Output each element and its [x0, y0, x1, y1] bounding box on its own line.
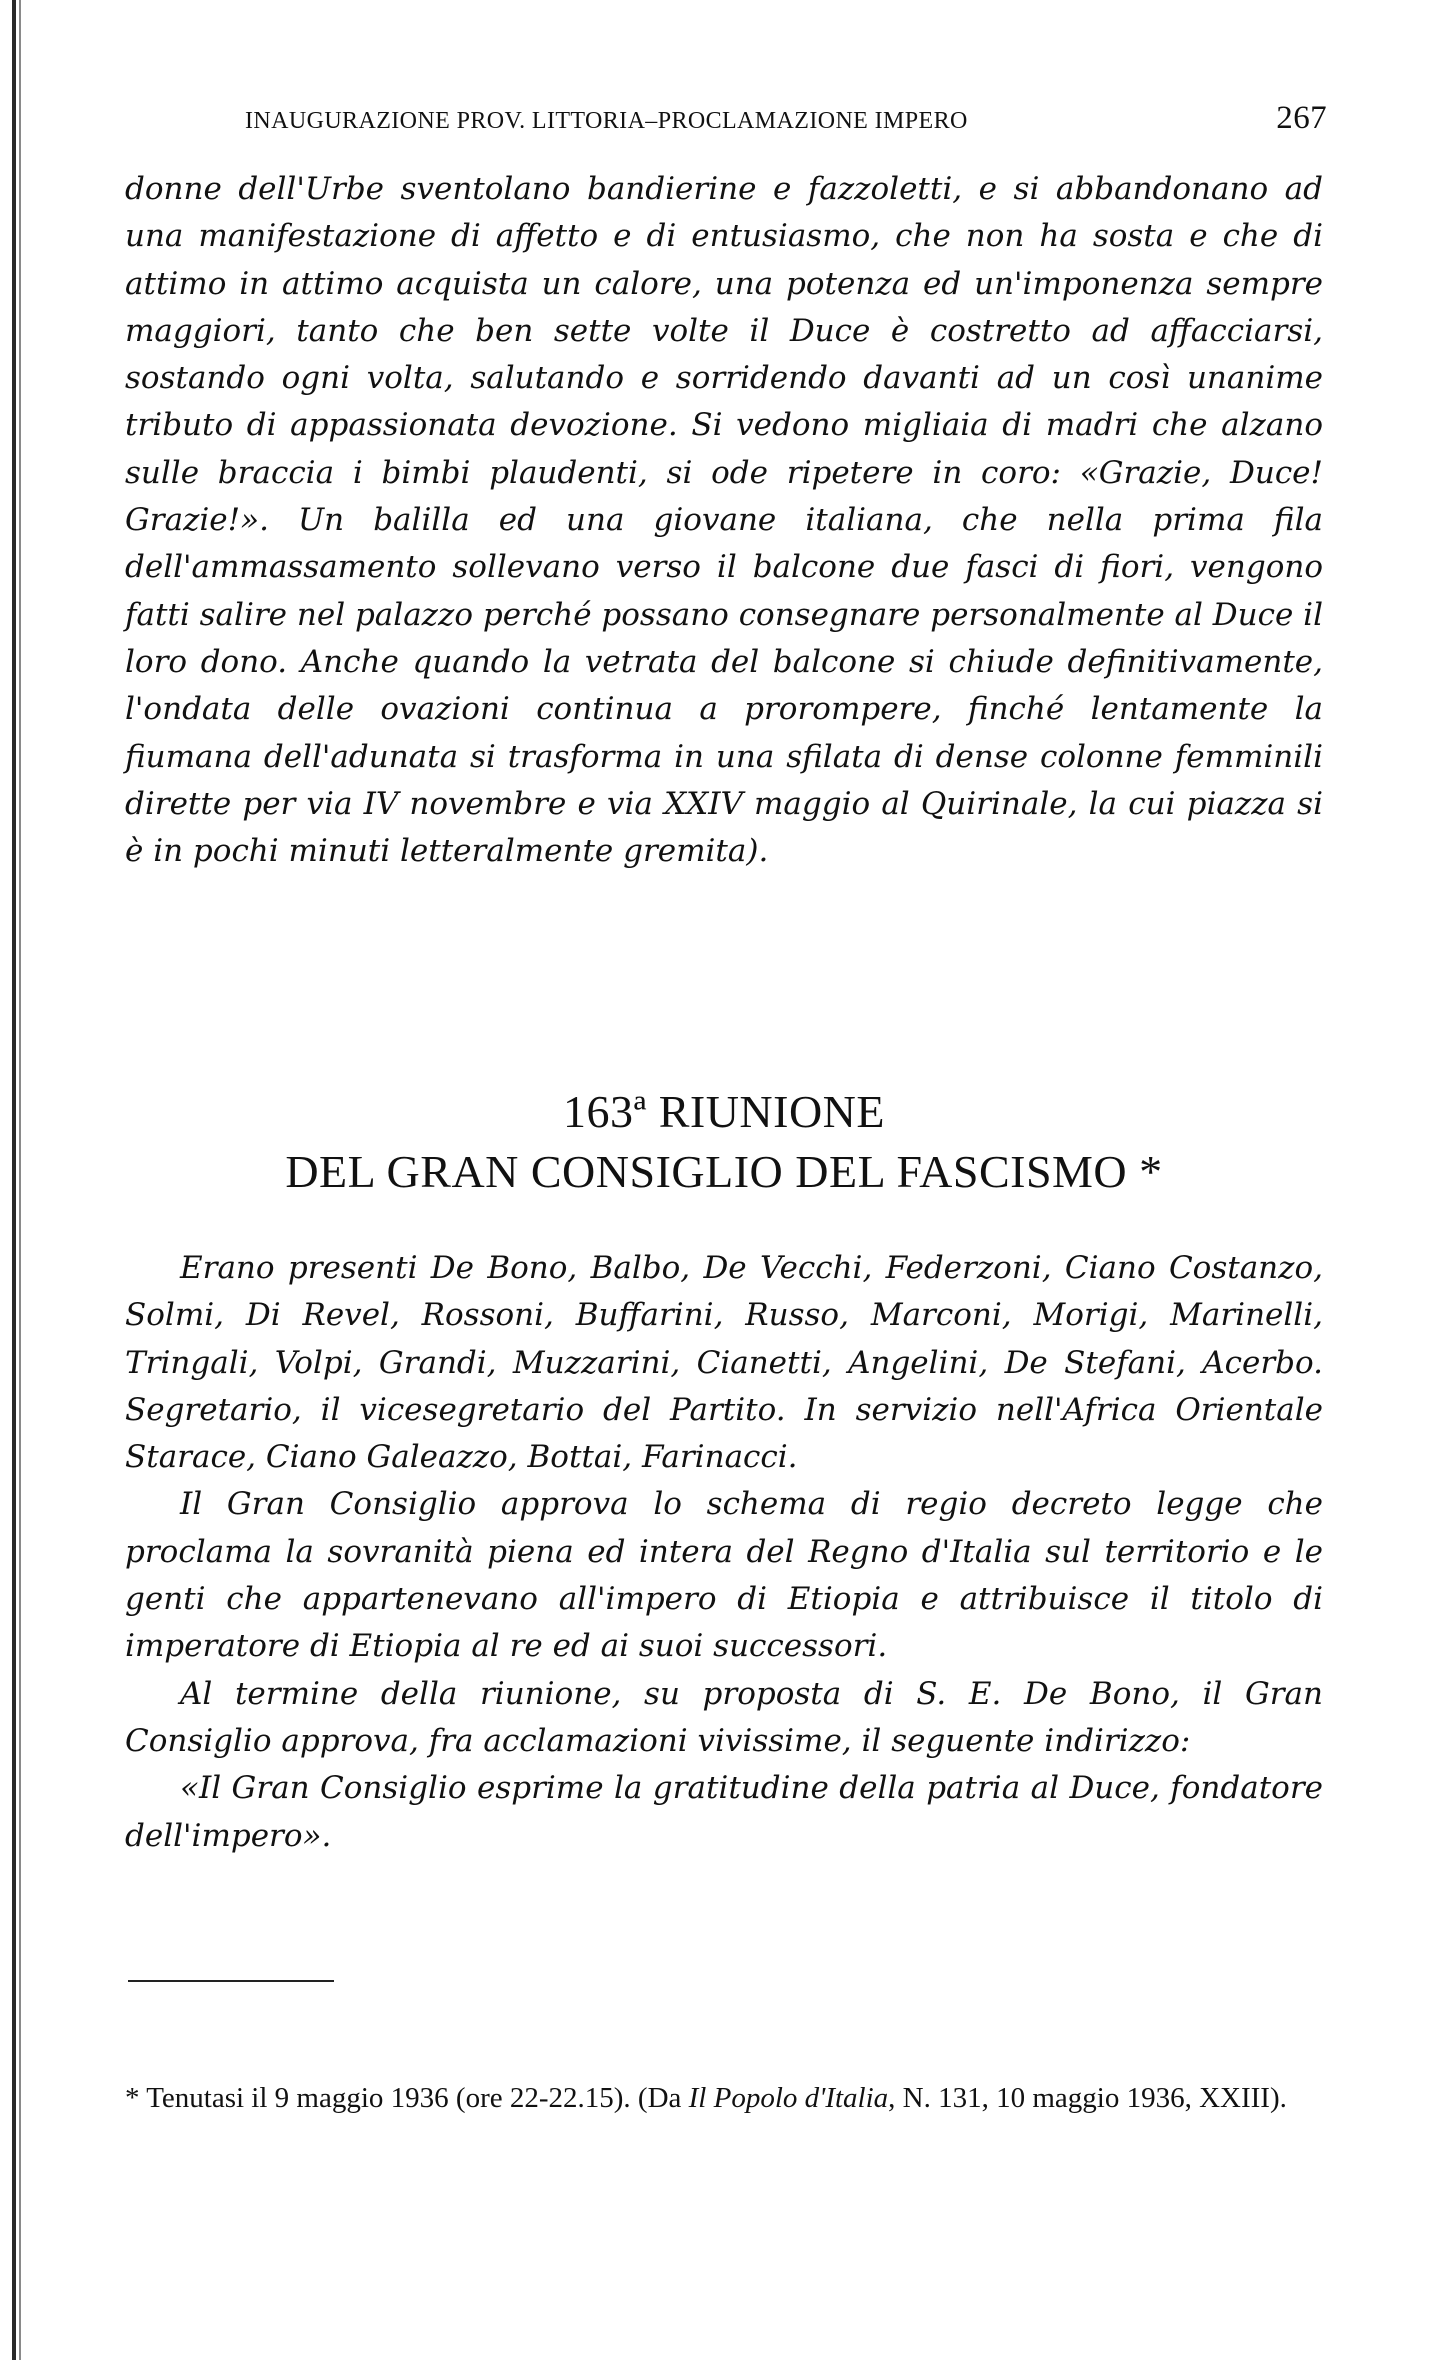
continued-text: donne dell'Urbe sventolano bandierine e fazzoletti, e si abbandonano ad una manifestazione di affetto e di entusiasmo, che non ha sosta e che di attimo in attimo acquista un calore, una potenza ed un'imponenza sempre maggiori, tanto che ben sette volte il Duce è costretto ad affacciarsi, sostando ogni volta, salutando e sorridendo davanti ad un così unanime tributo di appassionata devozione. Si vedono migliaia di madri che alzano sulle braccia i bimbi plaudenti, si ode ripetere in coro: «Grazie, Duce! Grazie!». Un balilla ed una giovane italiana, che nella prima fila dell'ammassamento sollevano verso il balcone due fasci di fiori, vengono fatti salire nel palazzo perché possano consegnare personalmente al Duce il loro dono. Anche quando la vetrata del balcone si chiude definitivamente, l'ondata delle ovazioni continua a prorompere, finché lentamente la fiumana dell'adunata si trasforma in una sfilata di dense colonne femminili dirette per via IV novembre e via XXIV maggio al Quirinale, la cui piazza si è in pochi minuti letteralmente gremita).: [125, 171, 1324, 870]
section-heading: [125, 1082, 1323, 1202]
running-head-title: INAUGURAZIONE PROV. LITTORIA–PROCLAMAZIONE IMPERO: [245, 108, 968, 134]
binding-edge: [12, 0, 16, 2360]
section-body: [125, 1245, 1323, 1860]
page-number: 267: [1276, 100, 1327, 136]
proposal-paragraph: Al termine della riunione, su proposta di S. E. De Bono, il Gran Consiglio approva, fra acclamazioni vivissime, il seguente indirizzo:: [125, 1675, 1323, 1759]
address-quote: «Il Gran Consiglio esprime la gratitudine della patria al Duce, fondatore dell'impero».: [125, 1770, 1323, 1854]
binding-edge-shadow: [19, 0, 21, 2360]
continued-paragraph: [125, 166, 1323, 875]
section-title-line-2: DEL GRAN CONSIGLIO DEL FASCISMO *: [285, 1146, 1163, 1197]
attendees-paragraph: Erano presenti De Bono, Balbo, De Vecchi, Federzoni, Ciano Costanzo, Solmi, Di Revel, Rossoni, Buffarini, Russo, Marconi, Morigi, Marinelli, Tringali, Volpi, Grandi, Muzzarini, Cianetti, Angelini, De Stefani, Acerbo. Segretario, il vicesegretario del Partito. In servizio nell'Africa Orientale Starace, Ciano Galeazzo, Bottai, Farinacci.: [125, 1250, 1323, 1476]
footnote-text-start: * Tenutasi il 9 maggio 1936 (ore 22-22.15). (Da: [125, 2082, 689, 2114]
running-head: [245, 100, 1327, 137]
section-title-line-1: 163ª RIUNIONE: [563, 1086, 885, 1137]
footnote-source-title: Il Popolo d'Italia: [688, 2082, 889, 2114]
footnote: [125, 2078, 1325, 2118]
footnote-rule: [128, 1980, 334, 1982]
footnote-text-end: , N. 131, 10 maggio 1936, XXIII).: [888, 2082, 1287, 2114]
decree-paragraph: Il Gran Consiglio approva lo schema di regio decreto legge che proclama la sovranità piena ed intera del Regno d'Italia sul territorio e le genti che appartenevano all'impero di Etiopia e attribuisce il titolo di imperatore di Etiopia al re ed ai suoi successori.: [125, 1486, 1323, 1665]
